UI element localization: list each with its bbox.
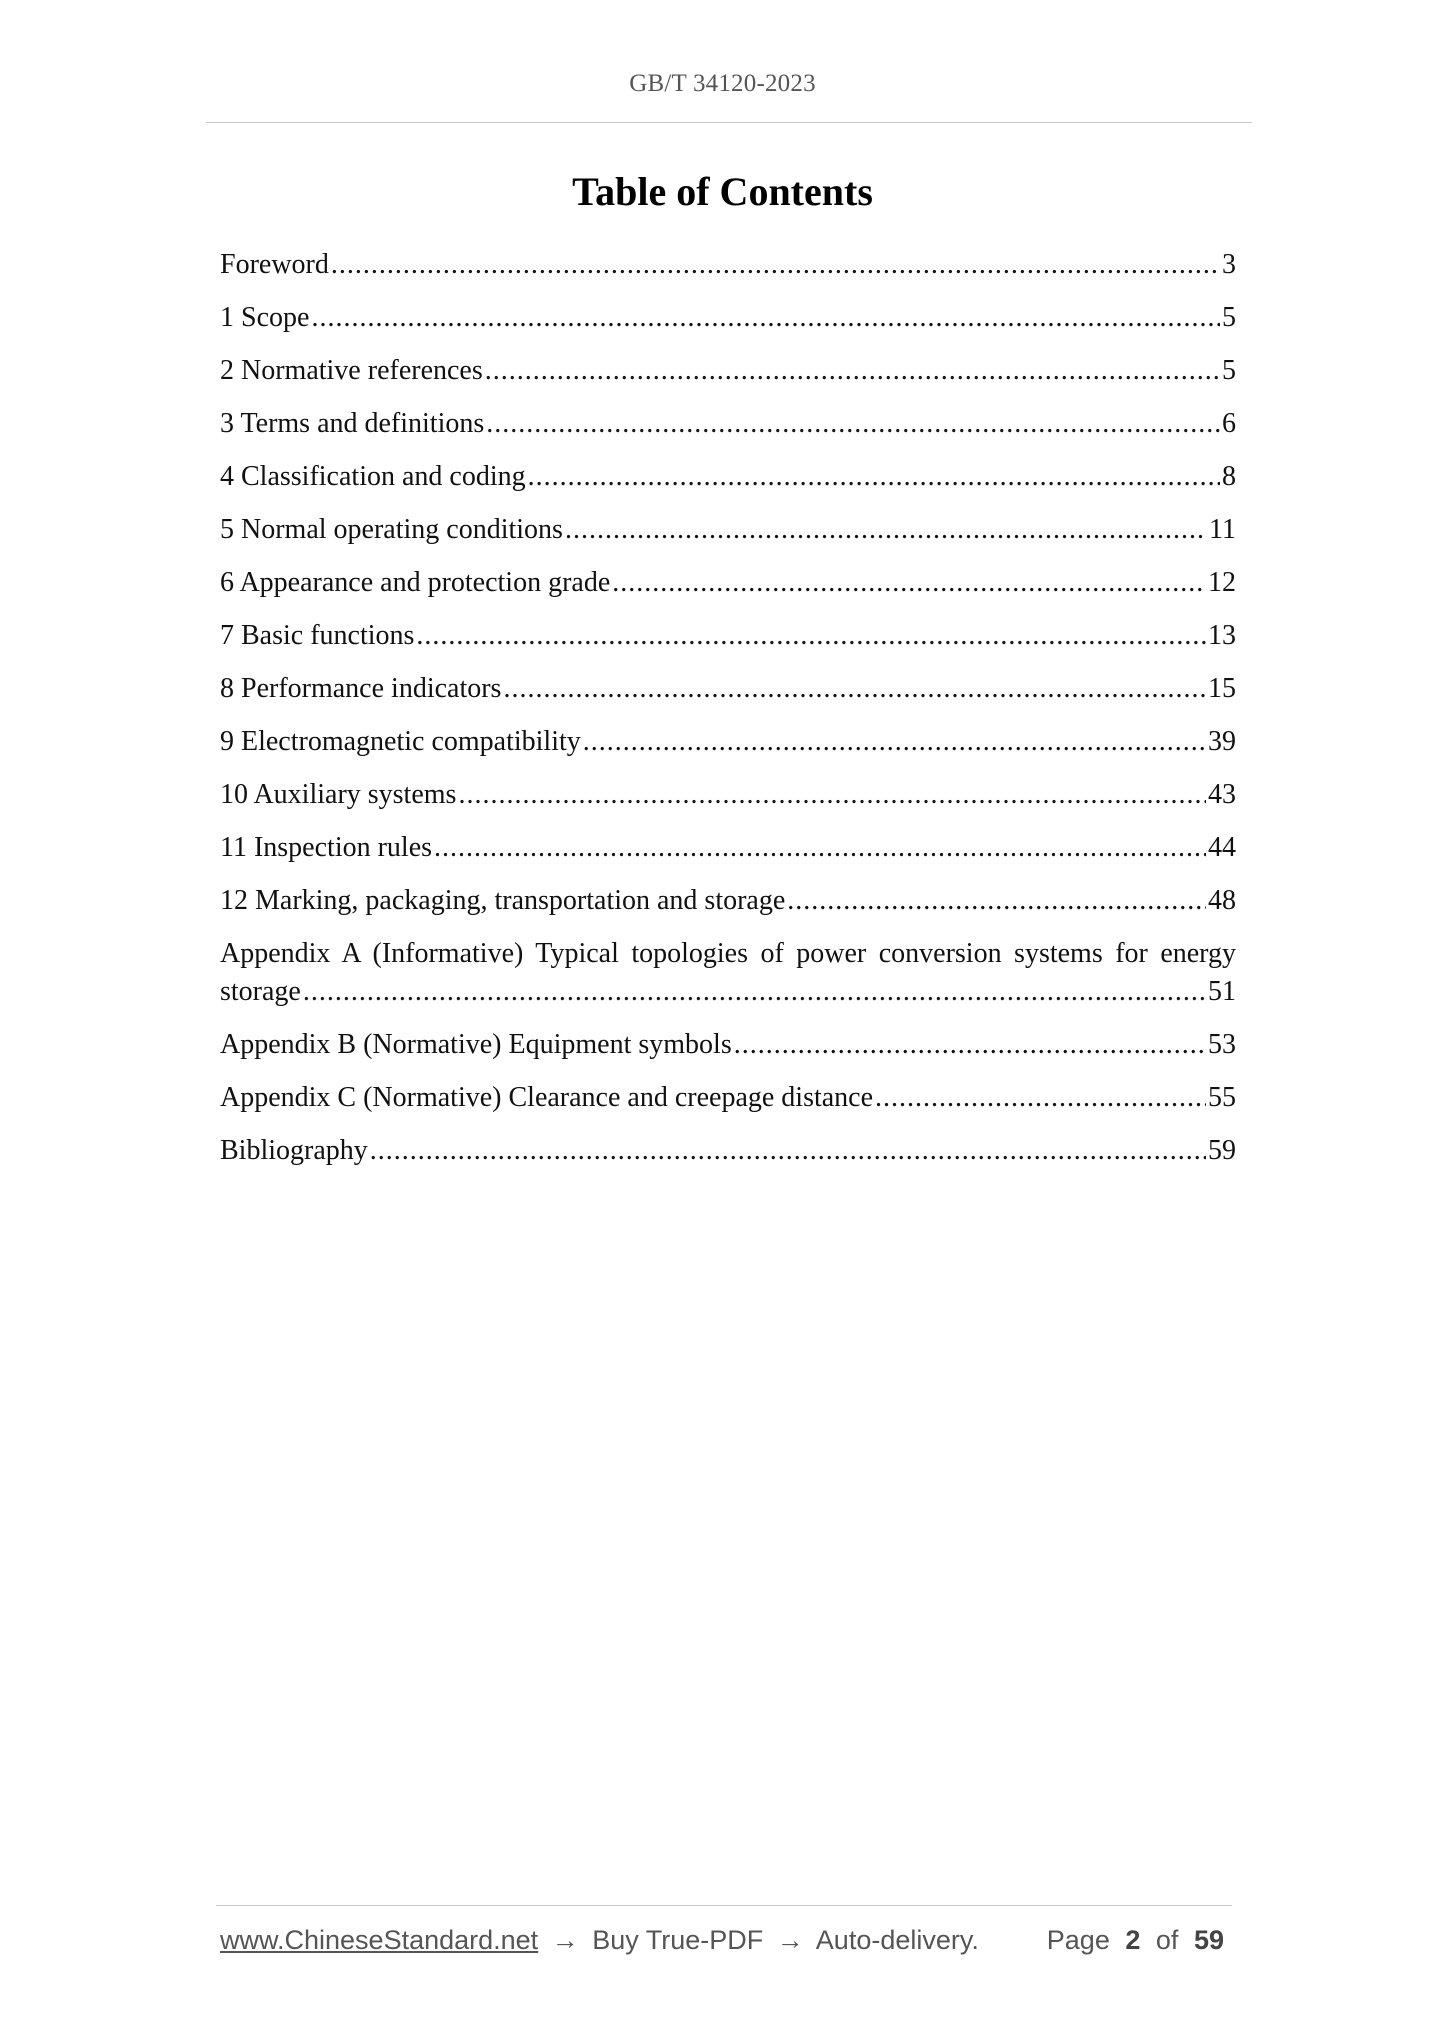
toc-leader-dots xyxy=(875,1079,1206,1117)
toc-entry-marking-packaging[interactable] xyxy=(220,882,1236,920)
toc-entry-page: 11 xyxy=(1209,514,1236,545)
toc-entry-label-continued: storage xyxy=(220,976,301,1007)
toc-leader-dots xyxy=(458,776,1206,814)
total-page-count: 59 xyxy=(1193,1925,1224,1955)
toc-entry-label: 9 Electromagnetic compatibility xyxy=(220,726,581,757)
toc-entry-label: Foreword xyxy=(220,249,329,280)
toc-leader-dots xyxy=(416,617,1206,655)
of-word: of xyxy=(1155,1925,1179,1955)
toc-entry-label: 2 Normative references xyxy=(220,355,483,386)
toc-entry-bibliography[interactable] xyxy=(220,1132,1236,1170)
toc-entry-auxiliary-systems[interactable] xyxy=(220,776,1236,814)
toc-leader-dots xyxy=(612,564,1206,602)
toc-entry-emc[interactable] xyxy=(220,723,1236,761)
toc-leader-dots xyxy=(734,1026,1206,1064)
page-footer xyxy=(220,1925,1232,1956)
toc-entry-label: 3 Terms and definitions xyxy=(220,408,485,439)
toc-entry-scope[interactable] xyxy=(220,299,1236,337)
header-divider xyxy=(206,122,1252,123)
toc-entry-page: 12 xyxy=(1208,567,1236,598)
toc-entry-appendix-c[interactable] xyxy=(220,1079,1236,1117)
toc-entry-label: 7 Basic functions xyxy=(220,620,415,651)
toc-entry-page: 53 xyxy=(1208,1029,1236,1060)
toc-leader-dots xyxy=(565,511,1207,549)
toc-entry-terms-definitions[interactable] xyxy=(220,405,1236,443)
toc-leader-dots xyxy=(787,882,1206,920)
toc-entry-page: 43 xyxy=(1208,779,1236,810)
toc-entry-page: 55 xyxy=(1208,1082,1236,1113)
document-id-header: GB/T 34120-2023 xyxy=(629,70,816,97)
toc-entry-page: 15 xyxy=(1208,673,1236,704)
arrow-right-icon: → xyxy=(776,1925,804,1955)
toc-entry-page: 6 xyxy=(1222,408,1236,439)
toc-entry-label: 5 Normal operating conditions xyxy=(220,514,563,545)
toc-entry-label: 10 Auxiliary systems xyxy=(220,779,457,810)
toc-leader-dots xyxy=(583,723,1206,761)
footer-promo xyxy=(220,1925,979,1956)
toc-entry-appendix-a[interactable] xyxy=(220,935,1236,1011)
toc-list xyxy=(220,246,1236,1185)
website-link[interactable]: www.ChineseStandard.net xyxy=(220,1925,539,1955)
toc-entry-page: 5 xyxy=(1222,355,1236,386)
toc-leader-dots xyxy=(303,973,1206,1011)
toc-entry-label: 12 Marking, packaging, transportation and storage xyxy=(220,885,786,916)
toc-entry-appendix-b[interactable] xyxy=(220,1026,1236,1064)
toc-entry-label: 8 Performance indicators xyxy=(220,673,502,704)
toc-entry-normative-references[interactable] xyxy=(220,352,1236,390)
toc-entry-page: 59 xyxy=(1208,1135,1236,1166)
toc-leader-dots xyxy=(503,670,1206,708)
toc-entry-performance-indicators[interactable] xyxy=(220,670,1236,708)
toc-entry-label: Bibliography xyxy=(220,1135,368,1166)
toc-leader-dots xyxy=(486,405,1220,443)
footer-divider xyxy=(216,1905,1232,1906)
toc-entry-label: 6 Appearance and protection grade xyxy=(220,567,611,598)
current-page-number: 2 xyxy=(1125,1925,1141,1955)
toc-entry-page: 5 xyxy=(1222,302,1236,333)
toc-leader-dots xyxy=(331,246,1220,284)
toc-leader-dots xyxy=(370,1132,1206,1170)
toc-entry-page: 51 xyxy=(1208,976,1236,1007)
toc-entry-inspection-rules[interactable] xyxy=(220,829,1236,867)
toc-entry-label: Appendix C (Normative) Clearance and creepage distance xyxy=(220,1082,874,1113)
toc-entry-label: Appendix A (Informative) Typical topologies of power conversion systems for energy xyxy=(220,938,1236,969)
page-indicator xyxy=(1047,1925,1232,1956)
toc-entry-page: 44 xyxy=(1208,832,1236,863)
toc-entry-label: 11 Inspection rules xyxy=(220,832,433,863)
page-word: Page xyxy=(1046,1925,1110,1955)
toc-entry-label: 1 Scope xyxy=(220,302,310,333)
toc-entry-label: Appendix B (Normative) Equipment symbols xyxy=(220,1029,732,1060)
toc-entry-page: 48 xyxy=(1208,885,1236,916)
toc-leader-dots xyxy=(528,458,1220,496)
toc-entry-page: 13 xyxy=(1208,620,1236,651)
toc-entry-foreword[interactable] xyxy=(220,246,1236,284)
auto-delivery-text: Auto-delivery. xyxy=(815,1925,979,1955)
toc-leader-dots xyxy=(485,352,1220,390)
toc-leader-dots xyxy=(311,299,1220,337)
toc-entry-page: 3 xyxy=(1222,249,1236,280)
toc-entry-page: 39 xyxy=(1208,726,1236,757)
buy-true-pdf-text: Buy True-PDF xyxy=(592,1925,764,1955)
toc-entry-classification-coding[interactable] xyxy=(220,458,1236,496)
toc-entry-basic-functions[interactable] xyxy=(220,617,1236,655)
toc-entry-appearance-protection[interactable] xyxy=(220,564,1236,602)
toc-entry-operating-conditions[interactable] xyxy=(220,511,1236,549)
toc-title: Table of Contents xyxy=(572,169,873,214)
toc-entry-label: 4 Classification and coding xyxy=(220,461,526,492)
toc-entry-page: 8 xyxy=(1222,461,1236,492)
arrow-right-icon: → xyxy=(551,1925,579,1955)
toc-leader-dots xyxy=(434,829,1206,867)
toc-entry-continuation xyxy=(220,973,1236,1011)
